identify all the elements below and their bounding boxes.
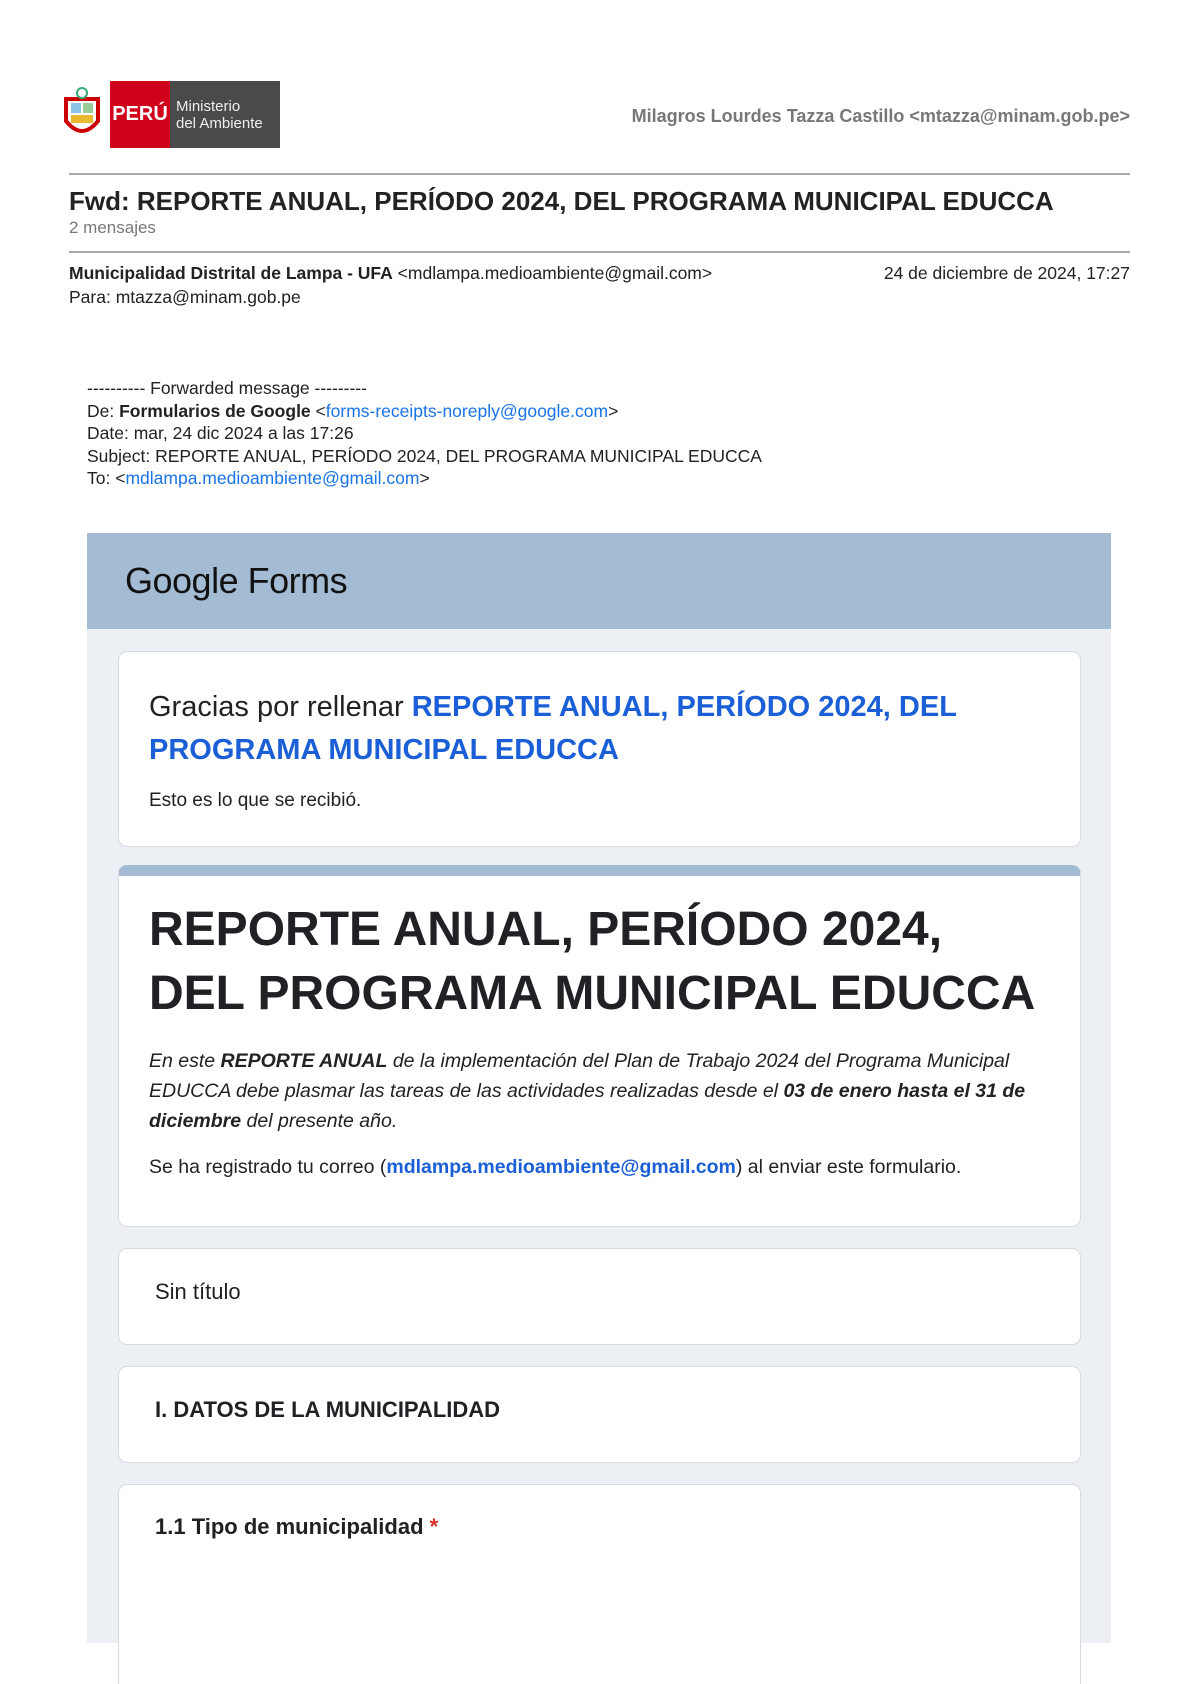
email-suffix: ) al enviar este formulario. <box>735 1156 962 1178</box>
desc-bold: REPORTE ANUAL <box>220 1050 388 1072</box>
forms-header-band <box>87 533 1111 629</box>
logo-ministry <box>170 81 280 148</box>
forward-to: To: <mdlampa.medioambiente@gmail.com> <box>87 468 430 488</box>
recipient: Para: mtazza@minam.gob.pe <box>69 287 301 307</box>
form-link[interactable]: REPORTE ANUAL, PERÍODO 2024, DEL PROGRAMA MUNICIPAL EDUCCA <box>149 691 957 766</box>
forwarded-header <box>87 377 762 490</box>
message-count: 2 mensajes <box>69 218 156 237</box>
forward-subject: Subject: REPORTE ANUAL, PERÍODO 2024, DEL PROGRAMA MUNICIPAL EDUCCA <box>87 445 762 466</box>
to-email-link[interactable]: mdlampa.medioambiente@gmail.com <box>125 468 420 488</box>
divider <box>69 251 1130 253</box>
to-label: To: <box>87 468 116 488</box>
logo-ministry-line2: del Ambiente <box>176 114 263 132</box>
form-title: REPORTE ANUAL, PERÍODO 2024, DEL PROGRAMA MUNICIPAL EDUCCA <box>149 903 1036 1020</box>
peru-coat-of-arms-icon <box>60 85 104 145</box>
thanks-card <box>118 651 1081 847</box>
sender <box>69 263 712 284</box>
logo-ministry-line1: Ministerio <box>176 97 241 115</box>
section-datos-municipalidad: I. DATOS DE LA MUNICIPALIDAD <box>118 1366 1081 1463</box>
forward-from: De: Formularios de Google <forms-receipts-noreply@google.com> <box>87 400 619 421</box>
thanks-prefix: Gracias por rellenar <box>149 691 412 723</box>
google-forms-receipt <box>87 533 1111 1643</box>
desc-part: del presente año. <box>241 1110 398 1132</box>
thanks-text <box>149 686 1050 772</box>
forward-date: Date: mar, 24 dic 2024 a las 17:26 <box>87 423 354 443</box>
desc-bold: 03 de enero hasta el 31 de diciembre <box>149 1080 1026 1132</box>
desc-part: de la implementación del Plan de Trabajo 2024 del Programa Municipal EDUCCA debe plasmar las tareas de las actividades realizadas desde el <box>149 1050 1010 1102</box>
form-description <box>149 1046 1050 1136</box>
email-prefix: Se ha registrado tu correo ( <box>149 1156 387 1178</box>
form-title-card <box>118 865 1081 1227</box>
minam-logo <box>60 81 280 148</box>
divider <box>69 173 1130 175</box>
sender-name: Municipalidad Distrital de Lampa - UFA <box>69 263 393 283</box>
account-owner: Milagros Lourdes Tazza Castillo <mtazza@minam.gob.pe> <box>631 106 1130 126</box>
logo-peru: PERÚ <box>110 81 170 148</box>
recorded-email-notice <box>149 1156 1050 1179</box>
google-forms-logo: Google Forms <box>125 560 348 601</box>
forward-separator: ---------- Forwarded message --------- <box>87 378 367 398</box>
desc-part: En este <box>149 1050 221 1072</box>
message-date: 24 de diciembre de 2024, 17:27 <box>883 263 1130 283</box>
from-name: Formularios de Google <box>119 400 311 421</box>
required-marker: * <box>429 1514 439 1539</box>
thread-subject: Fwd: REPORTE ANUAL, PERÍODO 2024, DEL PROGRAMA MUNICIPAL EDUCCA <box>69 186 1054 216</box>
question-label: 1.1 Tipo de municipalidad <box>155 1514 424 1539</box>
from-label: De: <box>87 400 120 421</box>
received-text: Esto es lo que se recibió. <box>149 790 362 811</box>
from-email-link[interactable]: forms-receipts-noreply@google.com <box>325 400 609 421</box>
sender-email: <mdlampa.medioambiente@gmail.com> <box>397 263 713 283</box>
question-card <box>118 1484 1081 1684</box>
section-untitled: Sin título <box>118 1248 1081 1345</box>
recorded-email: mdlampa.medioambiente@gmail.com <box>386 1156 736 1178</box>
